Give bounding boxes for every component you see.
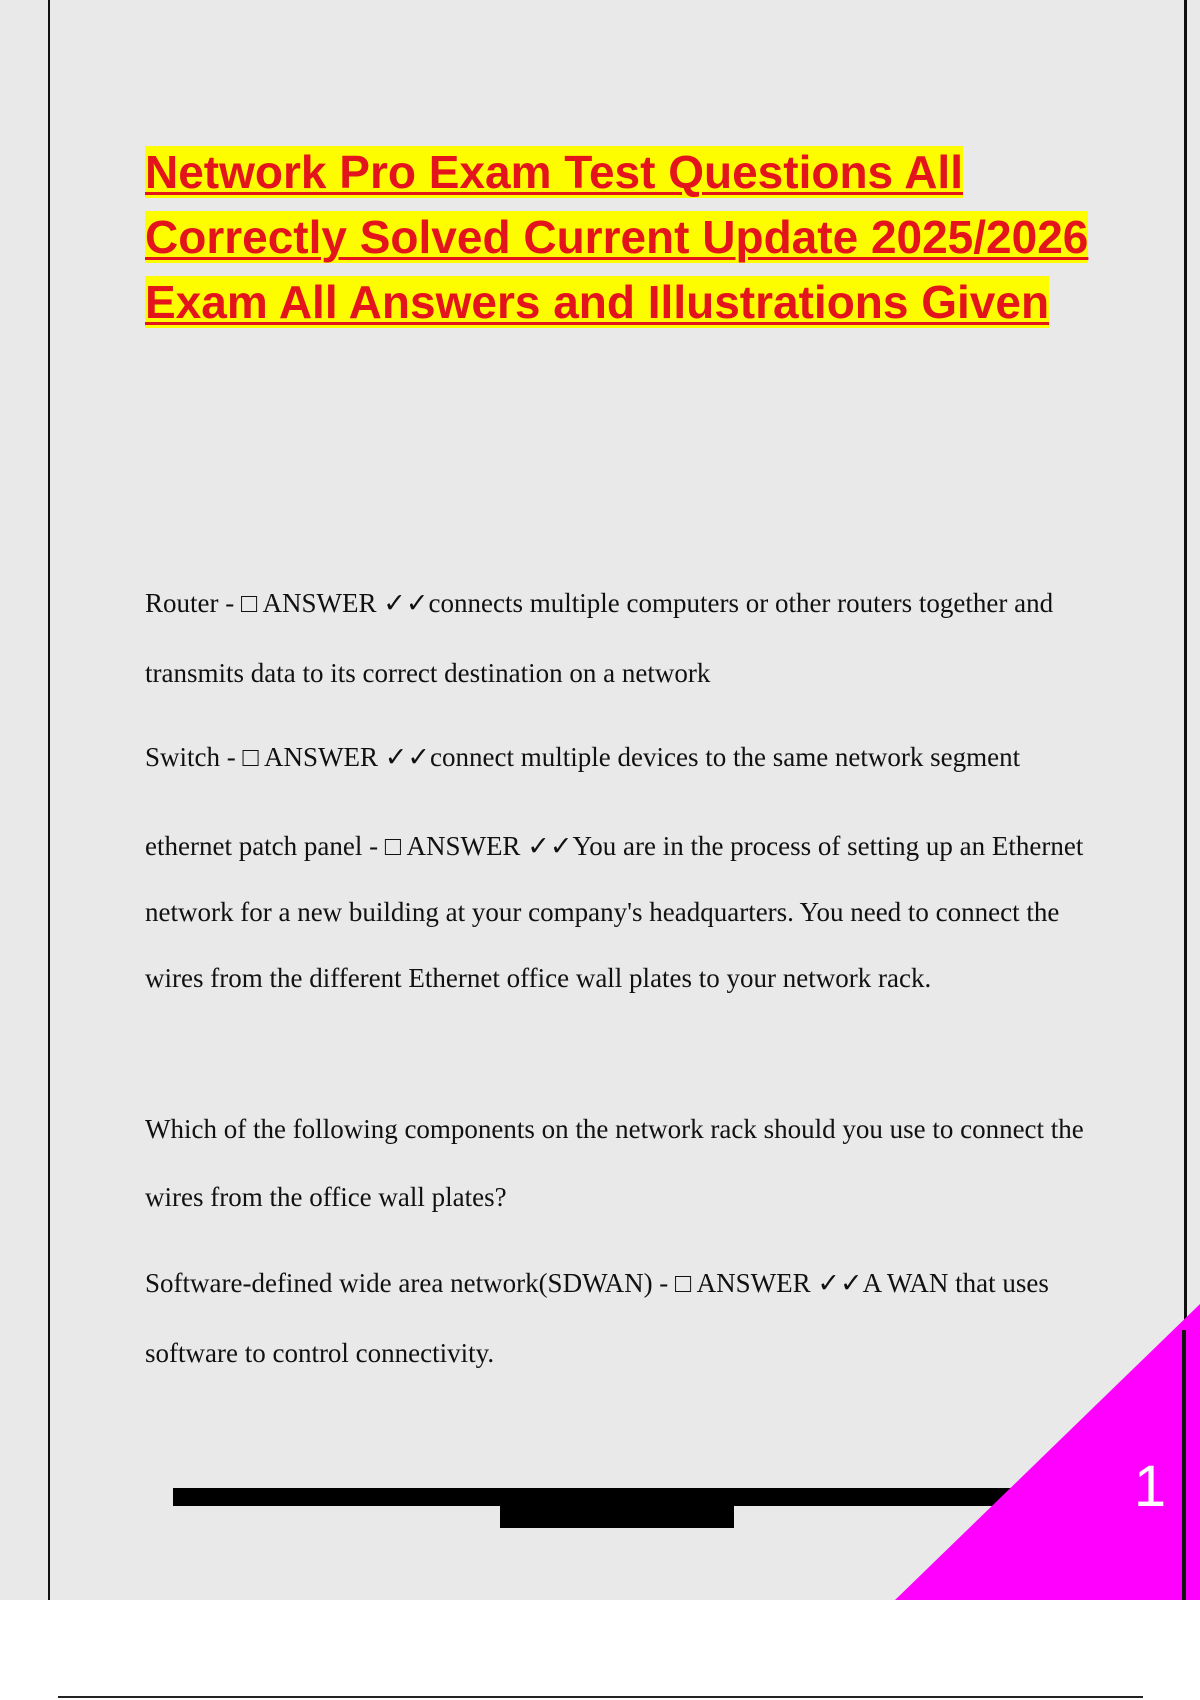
paragraph-router: Router - □ ANSWER ✓✓connects multiple computers or other routers together and transmits data to its correct destination on a network bbox=[145, 588, 1054, 688]
title-highlight: Network Pro Exam Test Questions All Correctly Solved Current Update 2025/2026 Exam All Answers and Illustrations Given bbox=[145, 146, 1089, 328]
bottom-rule bbox=[58, 1696, 1143, 1698]
paragraph-switch: Switch - □ ANSWER ✓✓connect multiple devices to the same network segment bbox=[145, 742, 1021, 772]
paragraph-sdwan: Software-defined wide area network(SDWAN) - □ ANSWER ✓✓A WAN that uses software to control connectivity. bbox=[145, 1268, 1049, 1368]
page-number: 1 bbox=[1133, 1454, 1167, 1519]
paragraph-question: Which of the following components on the network rack should you use to connect the wires from the office wall plates? bbox=[145, 1114, 1084, 1212]
paragraph-patch-panel: ethernet patch panel - □ ANSWER ✓✓You are in the process of setting up an Ethernet network for a new building at your company's headquarters. You need to connect the wires from the different Ethernet office wall plates to your network rack. bbox=[145, 831, 1084, 993]
